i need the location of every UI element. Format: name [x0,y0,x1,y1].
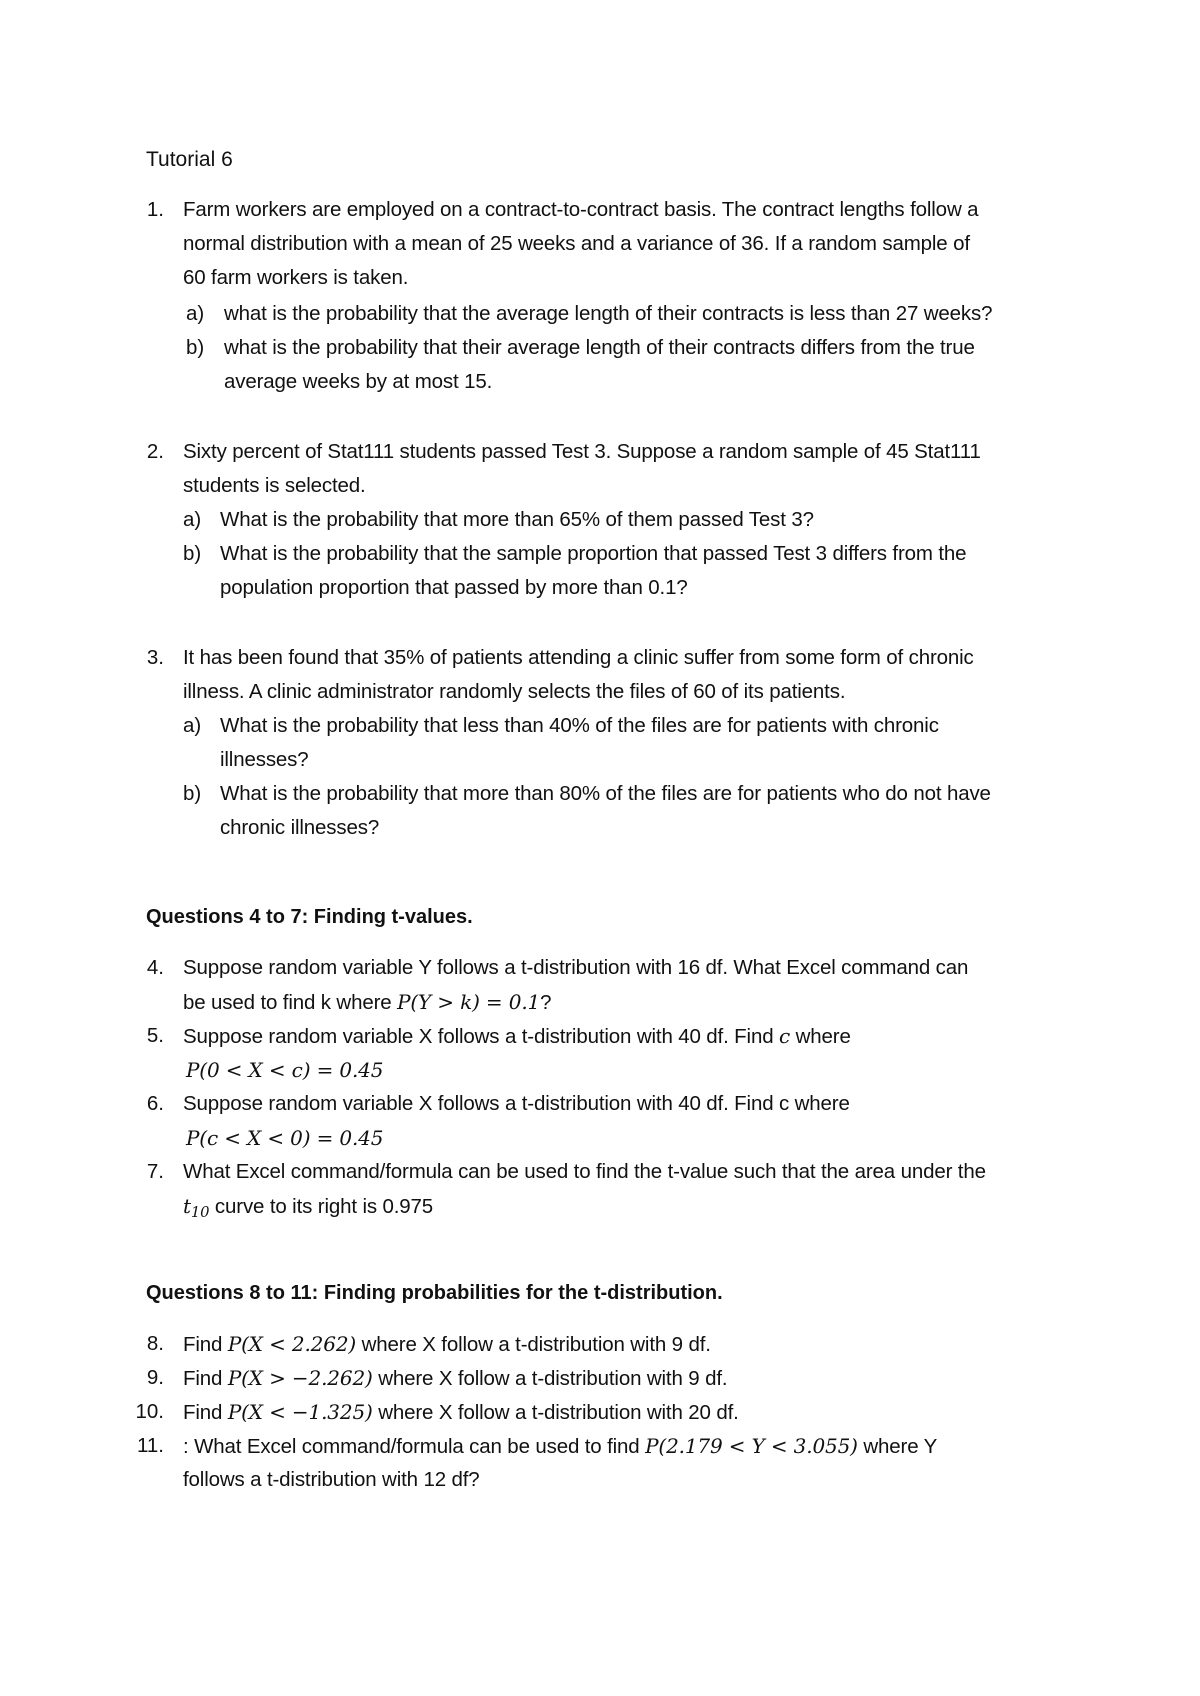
question-7-line-1: What Excel command/formula can be used to find the t-value such that the area under the [183,1160,986,1183]
question-8-post: where X follow a t-distribution with 9 df. [356,1333,711,1356]
question-8-line [183,1332,711,1357]
question-4-end: ? [540,991,552,1014]
question-7-subscript: 10 [190,1204,210,1221]
question-10-line [183,1400,739,1425]
question-3b-line-1: What is the probability that more than 80% of the files are for patients who do not have [220,782,991,805]
question-1-line-2: normal distribution with a mean of 25 weeks and a variance of 36. If a random sample of [183,232,970,255]
question-1b-line-2: average weeks by at most 15. [224,370,493,393]
question-2a-text: What is the probability that more than 65% of them passed Test 3? [220,508,814,531]
question-7-text: curve to its right is 0.975 [209,1195,434,1218]
section-heading-t-probabilities: Questions 8 to 11: Finding probabilities for the t-distribution. [146,1282,723,1304]
question-5-variable: c [779,1024,791,1048]
question-10-post: where X follow a t-distribution with 20 df. [372,1401,739,1424]
question-2a-label: a) [183,508,202,531]
question-1-number: 1. [146,198,164,221]
question-3-number: 3. [146,646,164,669]
question-5-text: Suppose random variable X follows a t-distribution with 40 df. Find [183,1025,780,1048]
question-3b-label: b) [183,782,202,805]
question-5-formula: P(0 < X < c) = 0.45 [186,1058,384,1082]
question-7-line-2 [183,1194,433,1219]
question-6-formula: P(c < X < 0) = 0.45 [186,1126,384,1150]
question-2b-label: b) [183,542,202,565]
question-11-line-1 [183,1434,937,1459]
question-5-end: where [790,1025,851,1048]
question-7-number: 7. [146,1160,164,1183]
question-9-pre: Find [183,1367,228,1390]
question-1b-label: b) [186,336,205,359]
question-4-text: be used to find k where [183,991,398,1014]
question-3a-line-1: What is the probability that less than 40% of the files are for patients with chronic [220,714,939,737]
section-heading-t-values: Questions 4 to 7: Finding t-values. [146,906,473,928]
page-title: Tutorial 6 [146,148,233,171]
question-3-line-1: It has been found that 35% of patients attending a clinic suffer from some form of chronic [183,646,974,669]
question-4-line-2 [183,990,551,1015]
question-6-line-1: Suppose random variable X follows a t-distribution with 40 df. Find c where [183,1092,850,1115]
question-10-number: 10. [135,1400,164,1423]
question-1-line-1: Farm workers are employed on a contract-to-contract basis. The contract lengths follow a [183,198,979,221]
question-2b-line-1: What is the probability that the sample proportion that passed Test 3 differs from the [220,542,967,565]
question-11-line-2: follows a t-distribution with 12 df? [183,1468,480,1491]
question-8-number: 8. [146,1332,164,1355]
question-5-number: 5. [146,1024,164,1047]
question-6-number: 6. [146,1092,164,1115]
question-2-number: 2. [146,440,164,463]
question-1a-text: what is the probability that the average length of their contracts is less than 27 weeks? [224,302,993,325]
question-8-pre: Find [183,1333,228,1356]
question-5-line-1 [183,1024,851,1049]
question-4-line-1: Suppose random variable Y follows a t-distribution with 16 df. What Excel command can [183,956,969,979]
question-4-formula: P(Y > k) = 0.1 [397,990,541,1014]
question-9-post: where X follow a t-distribution with 9 df. [372,1367,728,1390]
question-11-post: where Y [857,1435,938,1458]
question-1a-label: a) [186,302,205,325]
question-9-line [183,1366,727,1391]
question-9-number: 9. [146,1366,164,1389]
question-11-number: 11. [137,1434,164,1457]
question-3a-line-2: illnesses? [220,748,309,771]
question-7-t-symbol: t [183,1194,191,1218]
question-1b-line-1: what is the probability that their average length of their contracts differs from the true [224,336,975,359]
question-11-pre: : What Excel command/formula can be used to find [183,1435,646,1458]
question-10-formula: P(X < −1.325) [227,1400,373,1424]
question-2-line-1: Sixty percent of Stat111 students passed Test 3. Suppose a random sample of 45 Stat111 [183,440,981,463]
question-4-number: 4. [146,956,164,979]
question-11-formula: P(2.179 < Y < 3.055) [645,1434,858,1458]
question-1-line-3: 60 farm workers is taken. [183,266,409,289]
question-2b-line-2: population proportion that passed by more than 0.1? [220,576,688,599]
question-2-line-2: students is selected. [183,474,366,497]
question-8-formula: P(X < 2.262) [227,1332,357,1356]
question-3-line-2: illness. A clinic administrator randomly selects the files of 60 of its patients. [183,680,846,703]
question-10-pre: Find [183,1401,228,1424]
question-9-formula: P(X > −2.262) [227,1366,373,1390]
question-3b-line-2: chronic illnesses? [220,816,380,839]
question-3a-label: a) [183,714,202,737]
